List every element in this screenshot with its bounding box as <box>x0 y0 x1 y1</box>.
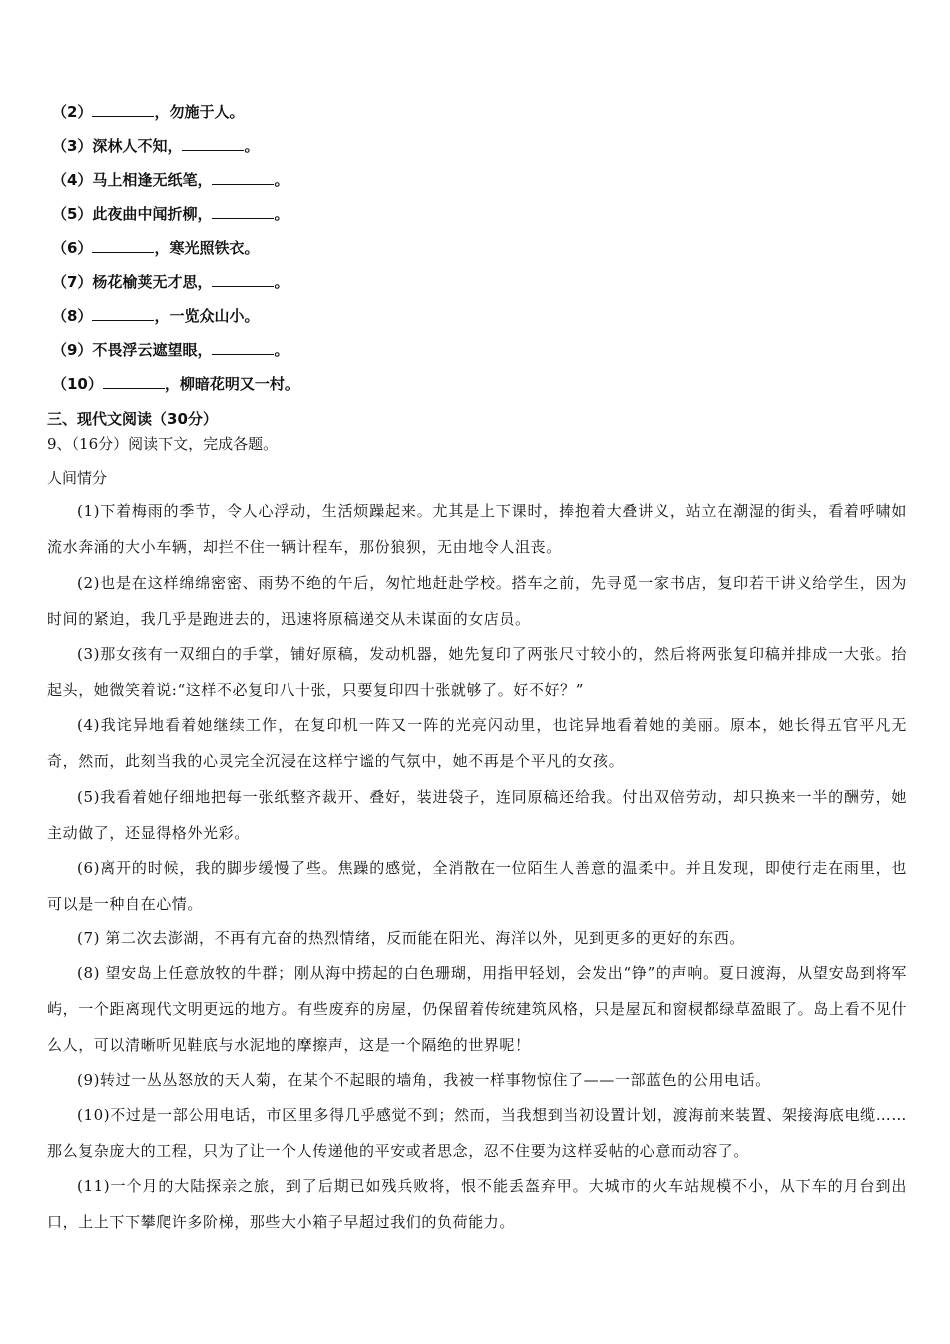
paragraph-8: (8) 望安岛上任意放牧的牛群；刚从海中捞起的白色珊瑚，用指甲轻划，会发出“铮”的声响。夏日渡海，从望安岛到将军屿，一个距离现代文明更远的地方。有些废弃的房屋，仍保留着传统建筑风格，只是屋瓦和窗棂都绿草盈眼了。岛上看不见什么人，可以清晰听见鞋底与水泥地的摩擦声，这是一个隔绝的世界呢！ <box>47 964 907 1054</box>
fill-blank-prefix: （4）马上相逢无纸笔， <box>52 171 213 189</box>
fill-blank-suffix: 。 <box>274 171 290 189</box>
paragraph-7: (7) 第二次去澎湖，不再有亢奋的热烈情绪，反而能在阳光、海洋以外，见到更多的更好的东西。 <box>77 929 746 947</box>
fill-blank-7 <box>52 272 289 292</box>
paragraph-9: (9)转过一丛丛怒放的天人菊，在某个不起眼的墙角，我被一样事物惊住了——一部蓝色的公用电话。 <box>77 1071 771 1089</box>
fill-blank-3 <box>52 136 259 156</box>
paragraph-4: (4)我诧异地看着她继续工作，在复印机一阵又一阵的光亮闪动里，也诧异地看着她的美丽。原本，她长得五官平凡无奇，然而，此刻当我的心灵完全沉浸在这样宁谧的气氛中，她不再是个平凡的女孩。 <box>47 716 907 770</box>
paragraph-1: (1)下着梅雨的季节，令人心浮动，生活烦躁起来。尤其是上下课时，捧抱着大叠讲义，站立在潮湿的街头，看着呼啸如流水奔涌的大小车辆，却拦不住一辆计程车，那份狼狈，无由地令人沮丧。 <box>47 502 907 556</box>
paragraph-5: (5)我看着她仔细地把每一张纸整齐裁开、叠好，装进袋子，连同原稿还给我。付出双倍劳动，却只换来一半的酬劳，她主动做了，还显得格外光彩。 <box>47 788 907 842</box>
paragraph-10: (10)不过是一部公用电话，市区里多得几乎感觉不到；然而，当我想到当初设置计划，渡海前来装置、架接海底电缆……那么复杂庞大的工程，只为了让一个人传递他的平安或者思念，忍不住要为这样妥帖的心意而动容了。 <box>47 1106 907 1160</box>
fill-blank-prefix: （10） <box>52 375 103 393</box>
fill-blank-suffix: 。 <box>274 205 290 223</box>
paragraph-11: (11)一个月的大陆探亲之旅，到了后期已如残兵败将，恨不能丢盔弃甲。大城市的火车站规模不小，从下车的月台到出口，上上下下攀爬许多阶梯，那些大小箱子早超过我们的负荷能力。 <box>47 1177 907 1231</box>
fill-blank-prefix: （6） <box>52 239 93 257</box>
fill-blank-prefix: （7）杨花榆荚无才思， <box>52 273 213 291</box>
answer-blank[interactable] <box>103 376 165 389</box>
fill-blank-suffix: ，柳暗花明又一村。 <box>164 375 300 393</box>
answer-blank[interactable] <box>212 274 274 287</box>
fill-blank-prefix: （2） <box>52 103 93 121</box>
fill-blank-10 <box>52 374 300 394</box>
fill-blank-2 <box>52 102 244 122</box>
section-title: 三、现代文阅读（30分） <box>47 410 218 428</box>
paragraph-2: (2)也是在这样绵绵密密、雨势不绝的午后，匆忙地赶赴学校。搭车之前，先寻觅一家书店，复印若干讲义给学生，因为时间的紧迫，我几乎是跑进去的，迅速将原稿递交从未谋面的女店员。 <box>47 574 907 628</box>
fill-blank-suffix: ，勿施于人。 <box>154 103 245 121</box>
fill-blank-4 <box>52 170 289 190</box>
fill-blank-prefix: （5）此夜曲中闻折柳， <box>52 205 213 223</box>
fill-blank-suffix: 。 <box>244 137 260 155</box>
answer-blank[interactable] <box>92 104 154 117</box>
paragraph-6: (6)离开的时候，我的脚步缓慢了些。焦躁的感觉，全消散在一位陌生人善意的温柔中。并且发现，即使行走在雨里，也可以是一种自在心情。 <box>47 859 907 913</box>
fill-blank-prefix: （8） <box>52 307 93 325</box>
answer-blank[interactable] <box>92 308 154 321</box>
answer-blank[interactable] <box>212 172 274 185</box>
fill-blank-suffix: ，寒光照铁衣。 <box>154 239 260 257</box>
fill-blank-prefix: （3）深林人不知， <box>52 137 183 155</box>
question-intro: 9、（16分）阅读下文，完成各题。 <box>47 435 279 453</box>
paragraph-3: (3)那女孩有一双细白的手掌，铺好原稿，发动机器，她先复印了两张尺寸较小的，然后将两张复印稿并排成一大张。抬起头，她微笑着说:“这样不必复印八十张，只要复印四十张就够了。好不好？” <box>47 645 907 699</box>
article-title: 人间情分 <box>47 469 108 487</box>
answer-blank[interactable] <box>182 138 244 151</box>
fill-blank-prefix: （9）不畏浮云遮望眼， <box>52 341 213 359</box>
fill-blank-6 <box>52 238 259 258</box>
answer-blank[interactable] <box>212 342 274 355</box>
fill-blank-8 <box>52 306 259 326</box>
fill-blank-suffix: 。 <box>274 341 290 359</box>
answer-blank[interactable] <box>212 206 274 219</box>
fill-blank-suffix: 。 <box>274 273 290 291</box>
answer-blank[interactable] <box>92 240 154 253</box>
fill-blank-5 <box>52 204 289 224</box>
fill-blank-9 <box>52 340 289 360</box>
fill-blank-suffix: ，一览众山小。 <box>154 307 260 325</box>
